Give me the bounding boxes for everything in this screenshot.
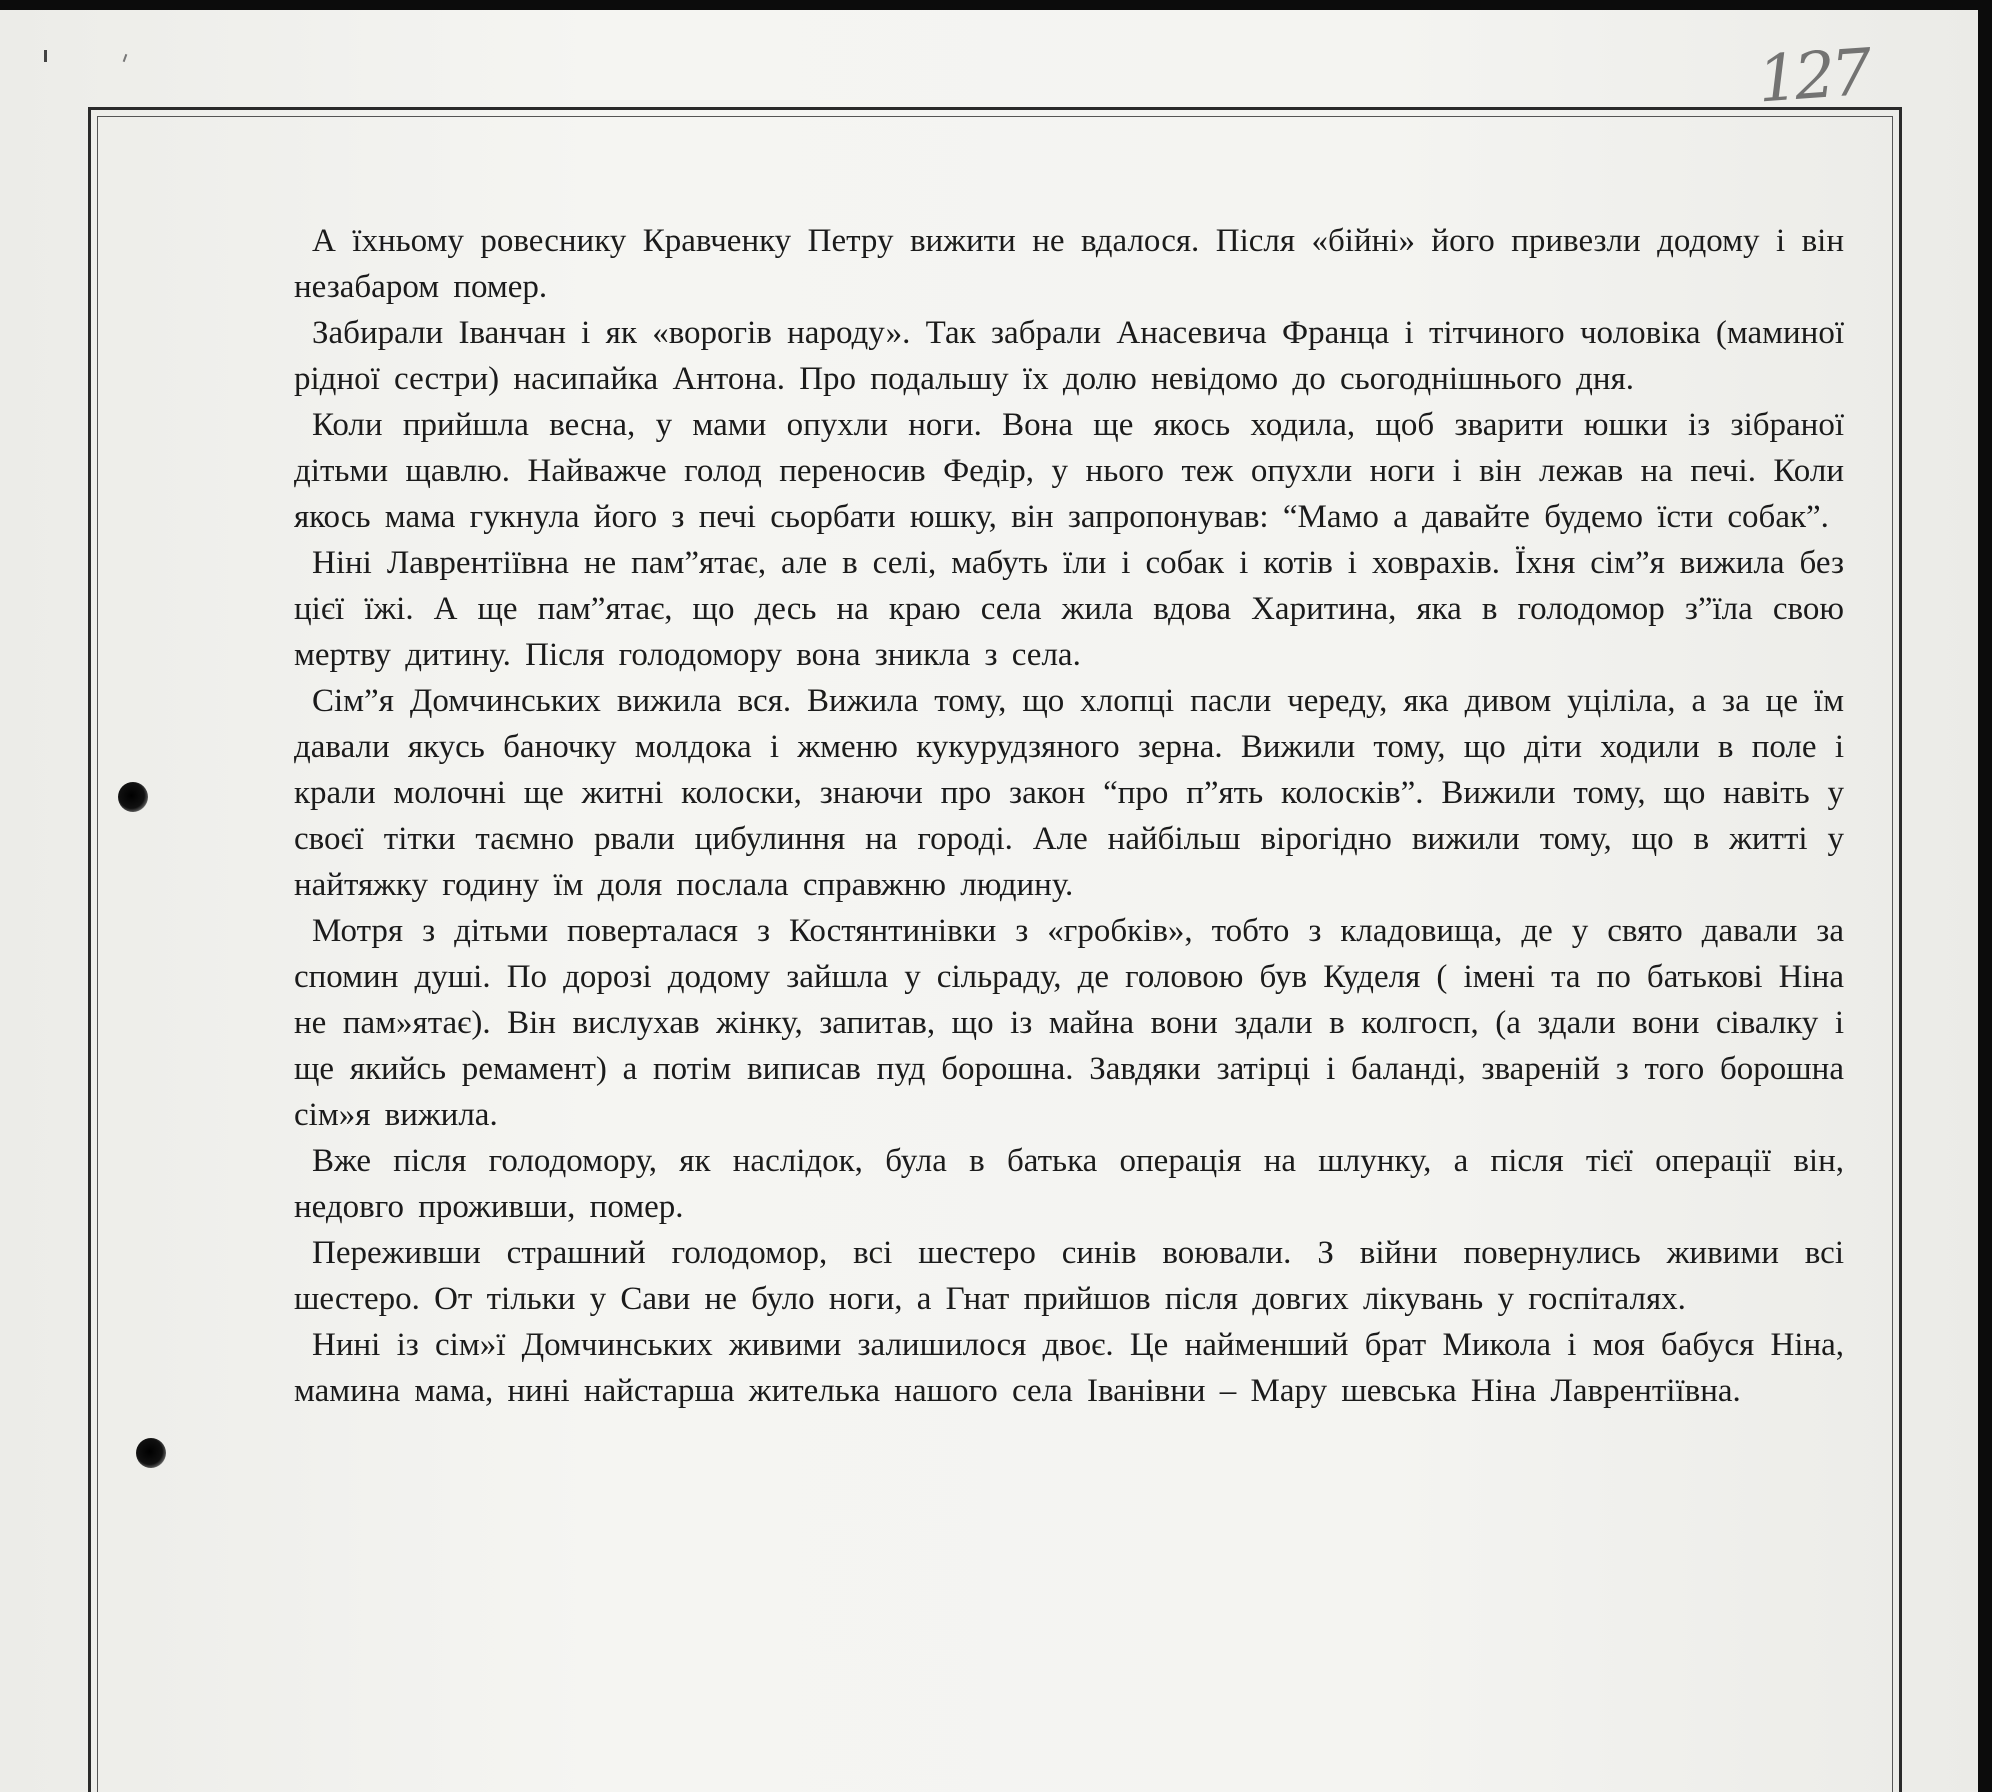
- handwritten-page-number: 127: [1755, 35, 1871, 118]
- scan-speck: [123, 54, 128, 62]
- paragraph: Коли прийшла весна, у мами опухли ноги. Вона ще якось ходила, щоб зварити юшки із зібраної дітьми щавлю. Найважче голод переносив Федір, у нього теж опухли ноги і він лежав на печі. Коли якось мама гукнула його з печі сьорбати юшку, він запропонував: “Мамо а давайте будемо їсти собак”.: [294, 407, 1844, 535]
- document-body: [294, 218, 1844, 1414]
- paragraph: Ніні Лаврентіївна не пам”ятає, але в селі, мабуть їли і собак і котів і ховрахів. Їхня сім”я вижила без цієї їжі. А ще пам”ятає, що десь на краю села жила вдова Харитина, яка в голодомор з”їла свою мертву дитину. Після голодомору вона зникла з села.: [294, 545, 1844, 673]
- punch-hole-top: [118, 782, 148, 812]
- paragraph: Забирали Іванчан і як «ворогів народу». Так забрали Анасевича Франца і тітчиного чоловіка (маминої рідної сестри) насипайка Антона. Про подальшу їх долю невідомо до сьогоднішнього дня.: [294, 315, 1844, 397]
- paragraph: Переживши страшний голодомор, всі шестеро синів воювали. З війни повернулись живими всі шестеро. От тільки у Сави не було ноги, а Гнат прийшов після довгих лікувань у госпіталях.: [294, 1235, 1844, 1317]
- paper-sheet: [0, 10, 1978, 1792]
- scan-speck: [44, 50, 47, 62]
- punch-hole-bottom: [136, 1438, 166, 1468]
- paragraph: Сім”я Домчинських вижила вся. Вижила тому, що хлопці пасли череду, яка дивом уціліла, а за це їм давали якусь баночку молдока і жменю кукурудзяного зерна. Вижили тому, що діти ходили в поле і крали молочні ще житні колоски, знаючи про закон “про п”ять колосків”. Вижили тому, що навіть у своєї тітки таємно рвали цибулиння на городі. Але найбільш вірогідно вижили тому, що в житті у найтяжку годину їм доля послала справжню людину.: [294, 683, 1844, 903]
- paragraph: Мотря з дітьми поверталася з Костянтинівки з «гробків», тобто з кладовища, де у свято давали за спомин душі. По дорозі додому зайшла у сільраду, де головою був Куделя ( імені та по батькові Ніна не пам»ятає). Він вислухав жінку, запитав, що із майна вони здали в колгосп, (а здали вони сівалку і ще якийсь ремамент) а потім виписав пуд борошна. Завдяки затірці і баланді, звареній з того борошна сім»я вижила.: [294, 913, 1844, 1133]
- paragraph: А їхньому ровеснику Кравченку Петру вижити не вдалося. Після «бійні» його привезли додому і він незабаром помер.: [294, 223, 1844, 305]
- paragraph: Нині із сім»ї Домчинських живими залишилося двоє. Це найменший брат Микола і моя бабуся Ніна, мамина мама, нині найстарша жителька нашого села Іванівни – Мару шевська Ніна Лаврентіївна.: [294, 1327, 1844, 1409]
- paragraph: Вже після голодомору, як наслідок, була в батька операція на шлунку, а після тієї операції він, недовго проживши, помер.: [294, 1143, 1844, 1225]
